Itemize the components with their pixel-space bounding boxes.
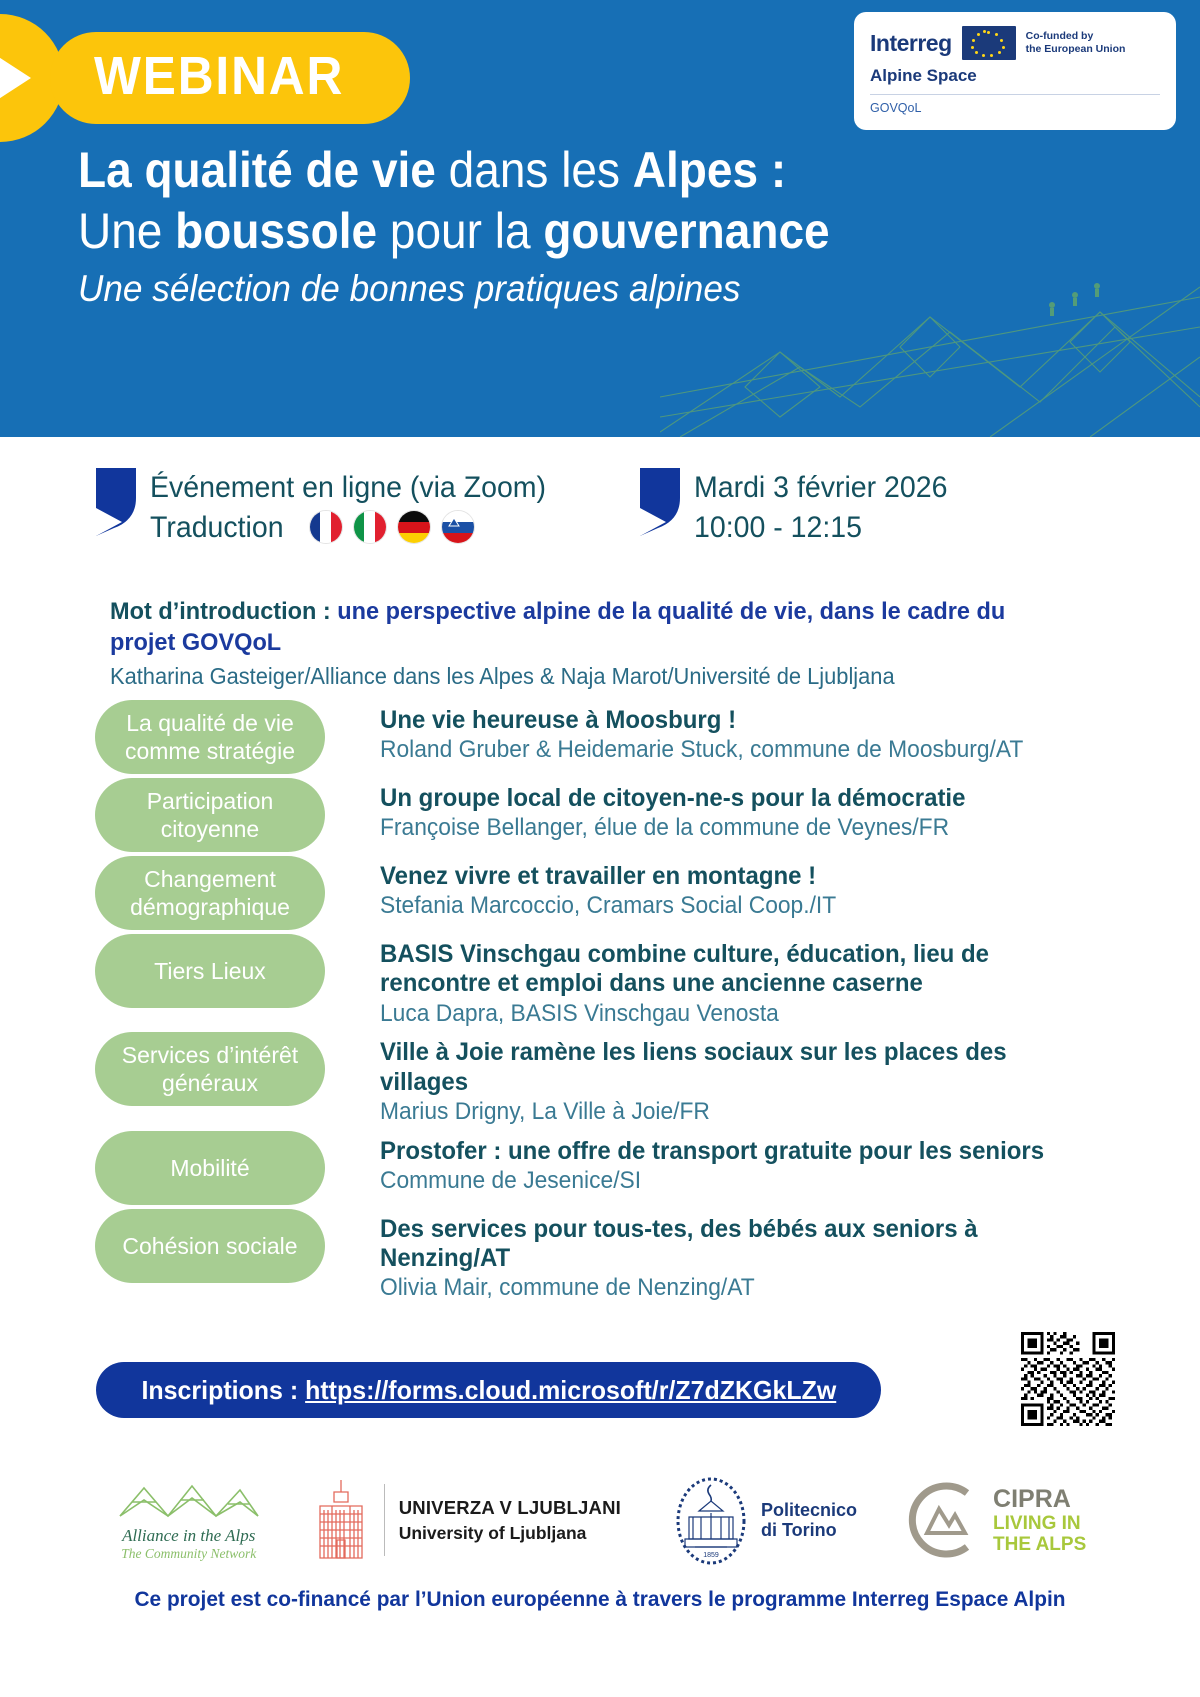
alliance-name: Alliance in the Alps (122, 1526, 256, 1545)
registration-bar[interactable] (96, 1362, 881, 1418)
program-list (95, 700, 1105, 1307)
introduction-block (110, 596, 1110, 690)
session-title: Prostofer : une offre de transport gratuite pour les seniors (380, 1136, 1045, 1165)
cipra-tagline-1: LIVING IN (993, 1512, 1081, 1534)
session-title: Venez vivre et travailler en montagne ! (380, 862, 817, 890)
eu-funding-line1: Co-funded by (1025, 29, 1094, 42)
program-row (95, 1032, 1105, 1126)
program-row (95, 1209, 1105, 1303)
event-format-block (96, 468, 567, 547)
alpine-space-label: Alpine Space (870, 66, 977, 85)
introduction-title (110, 596, 1070, 659)
eu-funding-line2: the European Union (1025, 43, 1126, 55)
politecnico-year: 1859 (703, 1552, 719, 1559)
govqol-label: GOVQoL (870, 101, 922, 115)
logo-divider (384, 1484, 385, 1556)
cipra-logo (905, 1481, 1086, 1559)
title-line-2 (78, 201, 1007, 262)
politecnico-line1: Politecnico (760, 1499, 858, 1520)
university-of-ljubljana-logo (312, 1476, 621, 1564)
partner-logos (0, 1455, 1200, 1585)
funding-note: Ce projet est co-financé par l’Union européenne à travers le programme Interreg Espace Alpin (134, 1587, 1066, 1611)
event-datetime-block (640, 468, 961, 547)
cipra-tagline-2: THE ALPS (993, 1533, 1087, 1555)
cipra-name: CIPRA (993, 1484, 1071, 1513)
topic-pill: Participation citoyenne (95, 778, 325, 852)
introduction-speakers: Katharina Gasteiger/Alliance dans les Alpes & Naja Marot/Université de Ljubljana (110, 662, 895, 689)
event-info-row (0, 460, 1200, 560)
alliance-subtitle: The Community Network (121, 1546, 257, 1561)
topic-pill: Tiers Lieux (95, 934, 325, 1008)
translation-row (150, 508, 567, 548)
subtitle: Une sélection de bonnes pratiques alpines (78, 268, 741, 309)
session-title: Un groupe local de citoyen-ne-s pour la démocratie (380, 784, 966, 812)
session-speaker: Stefania Marcoccio, Cramars Social Coop./IT (380, 892, 837, 920)
cipra-circle-mountain-icon (905, 1481, 983, 1559)
session-speaker: Olivia Mair, commune de Nenzing/AT (380, 1274, 755, 1302)
alliance-in-the-alps-logo (114, 1478, 264, 1562)
session-speaker: Roland Gruber & Heidemarie Stuck, commune de Moosburg/AT (380, 736, 1024, 764)
session-speaker: Françoise Bellanger, élue de la commune de Veynes/FR (380, 814, 950, 842)
flag-de-icon (397, 510, 431, 544)
session-title: Une vie heureuse à Moosburg ! (380, 706, 737, 734)
translation-label: Traduction (150, 510, 284, 544)
program-row (95, 700, 1105, 774)
topic-pill: La qualité de vie comme stratégie (95, 700, 325, 774)
introduction-label: Mot d’introduction : (110, 598, 331, 625)
program-row (95, 778, 1105, 852)
flag-marker-icon (96, 468, 136, 536)
ulj-name-en: University of Ljubljana (398, 1522, 587, 1543)
registration-link[interactable]: https://forms.cloud.microsoft/r/Z7dZKGkLZw (304, 1374, 836, 1405)
politecnico-line2: di Torino (760, 1520, 837, 1540)
title-seg-4: Une (78, 203, 176, 259)
session-title: BASIS Vinschgau combine culture, éducation, lieu de rencontre et emploi dans une ancienne caserne (380, 940, 990, 998)
event-date: Mardi 3 février 2026 (694, 471, 948, 504)
flag-marker-icon-2 (640, 468, 680, 536)
title-block (78, 140, 1088, 310)
qr-code-icon[interactable] (1021, 1332, 1115, 1426)
title-seg-7: gouvernance (543, 203, 830, 259)
politecnico-crest-icon (669, 1473, 753, 1567)
title-seg-5: boussole (175, 203, 378, 259)
flag-si-icon (441, 510, 475, 544)
program-row (95, 856, 1105, 930)
title-seg-1: La qualité de vie (78, 142, 436, 198)
interreg-logo (854, 12, 1176, 130)
ljubljana-building-icon (312, 1476, 370, 1564)
introduction-text: une perspective alpine de la qualité de vie, dans le cadre du projet GOVQoL (110, 598, 1006, 657)
title-line-1 (78, 140, 1007, 201)
session-speaker: Commune de Jesenice/SI (380, 1166, 642, 1194)
topic-pill: Cohésion sociale (95, 1209, 325, 1283)
webinar-badge (0, 14, 410, 142)
topic-pill: Mobilité (95, 1131, 325, 1205)
alliance-mountains-icon (114, 1478, 264, 1522)
topic-pill: Changement démographique (95, 856, 325, 930)
webinar-pill (50, 32, 410, 124)
header-banner (0, 0, 1200, 437)
eu-flag-icon (962, 26, 1016, 60)
session-speaker: Luca Dapra, BASIS Vinschgau Venosta (380, 999, 779, 1027)
ulj-name-sl: UNIVERZA V LJUBLJANI (398, 1496, 621, 1518)
topic-pill: Services d’intérêt généraux (95, 1032, 325, 1106)
title-seg-3: Alpes : (632, 142, 787, 198)
session-title: Des services pour tous-tes, des bébés aux seniors à Nenzing/AT (380, 1214, 978, 1272)
logo-divider (870, 94, 1160, 95)
politecnico-di-torino-logo (669, 1473, 857, 1567)
program-row (95, 934, 1105, 1028)
session-speaker: Marius Drigny, La Ville à Joie/FR (380, 1097, 710, 1125)
flag-fr-icon (309, 510, 343, 544)
event-time: 10:00 - 12:15 (694, 510, 862, 544)
webinar-label: WEBINAR (94, 46, 345, 106)
flag-it-icon (353, 510, 387, 544)
title-seg-2: dans les (435, 142, 633, 198)
footer (0, 1455, 1200, 1697)
program-row (95, 1131, 1105, 1205)
registration-text (141, 1375, 836, 1406)
online-event-label: Événement en ligne (via Zoom) (150, 471, 547, 504)
registration-label: Inscriptions : (141, 1374, 305, 1405)
title-seg-6: pour la (377, 203, 544, 259)
session-title: Ville à Joie ramène les liens sociaux sur les places des villages (380, 1038, 1007, 1096)
interreg-wordmark: Interreg (870, 29, 952, 56)
